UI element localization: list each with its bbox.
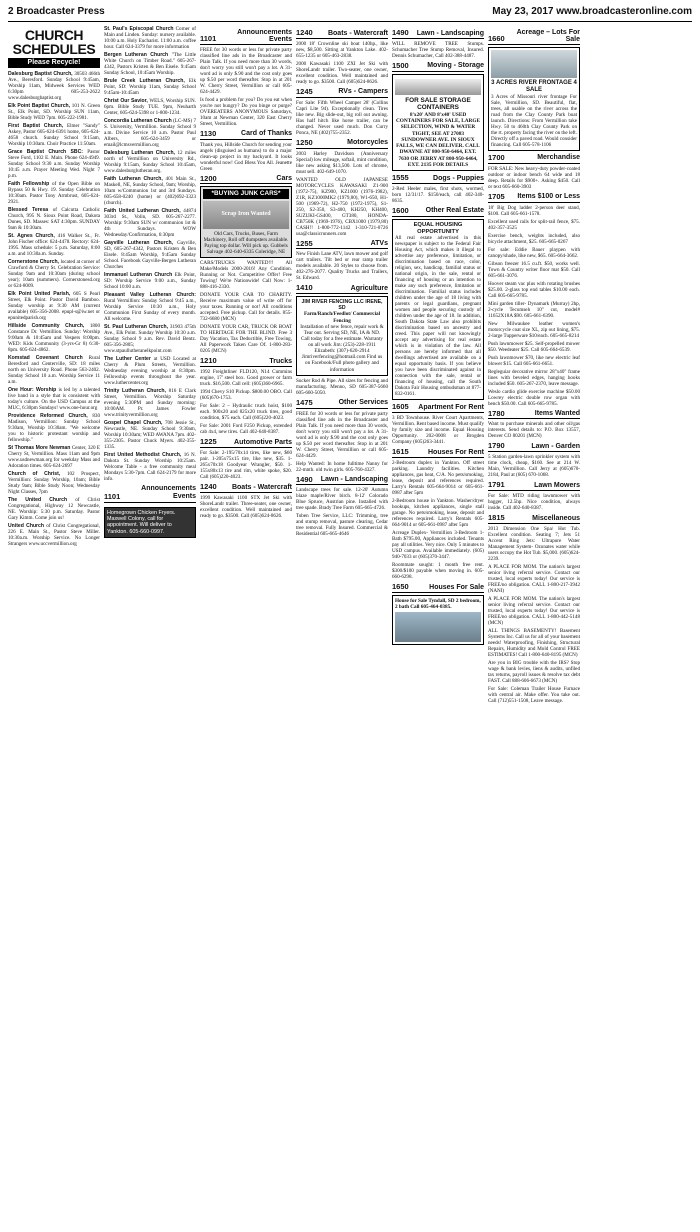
church-listing xyxy=(104,176,196,206)
church-listing xyxy=(8,207,100,231)
church-name: Faith United Lutheran Church, xyxy=(104,208,184,214)
section-header: 1605 Apartment For Rent xyxy=(392,402,484,412)
church-listing xyxy=(104,388,196,418)
church-listing xyxy=(104,118,196,148)
church-listing xyxy=(8,291,100,321)
house-for-sale-text: House for Sale Tyndall, SD 2 bedroom, 2 bath Call 605-464-0385. xyxy=(395,597,481,611)
container-image xyxy=(395,79,481,95)
church-listing xyxy=(8,103,100,121)
church-name: St. Agnes Church, xyxy=(8,233,58,240)
classified-ad: New Milwaukee leather women's motorcycle coat size XL, zip out lining, $75. 2-large Tupperware $10/each. 605-665-8214 xyxy=(488,320,580,339)
classified-ad: For Sale: MTD riding lawnmower with bagger, 12.5hp. Nice condition, always inside. Call 402-640-8387. xyxy=(488,493,580,512)
church-details: 16 N. Dakota St. Sunday Worship 10:25am. Welcome Table - a free community meal Mondays 5:30-7pm. Call 624-2179 for more info. xyxy=(104,452,196,482)
church-name: Immanuel Lutheran Church xyxy=(104,272,175,278)
church-name: Dalesburg Lutheran Church, xyxy=(104,150,178,156)
section-header: 1555 Dogs - Puppies xyxy=(392,173,484,183)
church-listing xyxy=(8,323,100,353)
church-name: First United Methodist Church, xyxy=(104,452,184,458)
classified-ad: Push lawnmower $25. Self-propelled mower $50. Weedeater $25. Call 605-664-6539. xyxy=(488,340,580,353)
church-details: Rural Beresford and Centerville, SD: 18 miles north on University Road. Phone 563-2402. Sunday School 10 a.m. Worship Service 11 a.m. xyxy=(8,355,100,386)
homegrown-chicken-ad: Homegrown Chicken Fryers. Maxwell Colony, call for appointment. Will deliver to Yankton. 605-660-0997. xyxy=(104,507,196,539)
classified-ad: ALL THINGS BASEMENTY! Basement Systems Inc. Call us for all of your basement needs! Waterproofing, Finishing, Structural Repairs, Humidity and Mold Control FREE ESTIMATES! Call 1-800-640-8195 (MCN) xyxy=(488,627,580,658)
classified-ad: DONATE YOUR CAR TO CHARITY. Receive maximum value of write off for your taxes. Running or not! All conditions accepted. Free pickup. Call for details. 855-732-6680 (MCN) xyxy=(200,292,292,323)
storage-containers-ad xyxy=(392,74,484,171)
church-listing xyxy=(104,78,196,96)
church-listing xyxy=(8,445,100,469)
church-column-1 xyxy=(8,26,100,1222)
section-header: 1660 Acreage – Lots For Sale xyxy=(488,29,580,44)
section-header: 1250 Motorcycles xyxy=(296,137,388,147)
church-listing xyxy=(8,149,100,179)
church-listing xyxy=(8,471,100,495)
church-listing xyxy=(8,523,100,547)
section-header: 1225 Automotive Parts xyxy=(200,437,292,447)
church-listing xyxy=(104,240,196,270)
classified-ad: 2-Bedroom house in Yankton. Washer/dryer hookups, kitchen appliances, single stall garage. No pets/smoking, lease, deposit and references required. Larry's Rentals 605-664-9014 or 605-661-0987 after 5pm xyxy=(392,498,484,529)
classified-ad: Acreage Duplex- Vermillion 3-Bedroom 1-Bath $795.00, Appliances included. Tenants pay all utilities. Very nice. Only 5 minutes to USD campus. Available immediately. (605) 940-7033 or (605)370-3447. xyxy=(392,530,484,561)
church-name: Dalesburg Baptist Church, xyxy=(8,71,75,78)
church-listing xyxy=(8,497,100,521)
section-header: 1101 Announcements Events xyxy=(200,29,292,44)
church-listing xyxy=(8,259,100,289)
section-header: 1650 Houses For Sale xyxy=(392,582,484,592)
church-details: WELS, Worship SUN. 6pm. Bible Study TUE. 9pm, Neuharth Center, 605-624-5398 or 1-800-1234. xyxy=(104,98,196,116)
church-name: Christ Our Savior, xyxy=(104,98,150,104)
classified-ad: 1992 Freightliner FLD120, N14 Cummins engine, 17' steel box. Good grower or farm truck. $16,500. Call cell: (605)360-6965. xyxy=(200,369,292,388)
church-details: is led by a talented live band in a style that is consistent with today's culture. On the USD Campus at the MUC, 6:30pm Sundays! www.one-hour.org xyxy=(8,387,100,412)
church-listing xyxy=(104,272,196,290)
church-schedules-title: CHURCH SCHEDULES xyxy=(12,27,96,57)
church-listing xyxy=(104,292,196,322)
church-details: Rural Vermillion: Sunday School 9:45 a.m., Worship Service 10:30 a.m., Holy Communion First Sunday of every month. All welcome. xyxy=(104,298,196,322)
church-details: 30503 466th Ave., Beresford. Sunday School 9:45am, Worship 11am, Midweek Services WED 6:30pm 605-253-2622 www.dalesburgbaptist.org xyxy=(8,71,100,102)
classified-ad: Weslo cardio glide exercise machine $50.00 Lowrey electric double row organ with bench $50.00. Call 605-665-9785. xyxy=(488,388,580,407)
columns xyxy=(8,26,692,1222)
church-name: Gayville Lutheran Church, xyxy=(104,240,178,246)
classified-ad: Are you in BIG trouble with the IRS? Stop wage & bank levies, liens & audits, unfiled tax returns, payroll issues & resolve tax debt FAST. Call 888-606-6673 (MCN) xyxy=(488,659,580,684)
junk-cars-body: Old Cars, Trucks, Buses, Farm Machinery, Roll off dumpsters available. Paying top dollar. Will pick up. Gubbels Salvage 402-640-6335 Coleridge, NE xyxy=(203,230,289,256)
classified-ad: Regleguiar decorative mirror 28"x40" frame lines with beveled edges, hanging hooks included $50. 605-267-2370, leave message. xyxy=(488,368,580,387)
church-list-1 xyxy=(8,71,100,547)
river-image xyxy=(491,50,577,78)
section-header: 1475 Other Services xyxy=(296,397,388,407)
classified-ad: WANTED OLD JAPANESE MOTORCYCLES KAWASAKI Z1-900 (1972-75), KZ900, KZ1000 (1976-1982), Z1R, KZ1000MK2 (1979,80), W1-650, H1-500 (1969-72), H2-750 (1972-1975), S1-250, S2-350, S3-400, KH250, KH400, SUZUKI-GS400, GT380, HONDA-CB750K (1969-1976), CBX1000 (1979,80) CASH!! 1-800-772-1142 1-310-721-0726 usa@classicrunners.com xyxy=(296,176,388,237)
church-name: Brule Creek Lutheran Church, xyxy=(104,78,189,84)
classified-column-4 xyxy=(296,26,388,1222)
classified-ad: For Sale: 2-195/70x14 tires, like new, $60 pair. 1-205x75x15 tire, like new, $35. 1-265x70x18 Goodyear Wrangler, $50. 1-155x80x13 tire and rim, white spoke, $20. Call (605)220-4023. xyxy=(200,450,292,481)
classified-ad: 2013 Dimension One Spa/ Hot Tub. Excellent condition. Seating 7; Jets 51 Accent Ring Jets: Ultrapure Water Management System- Ozonates water while users occupy the Hot Tub. $5,000. (605)624-2239. xyxy=(488,525,580,562)
house-for-sale-ad xyxy=(392,595,484,645)
storage-title: FOR SALE STORAGE CONTAINERS xyxy=(405,96,471,112)
classified-column-3 xyxy=(200,26,292,1222)
classified-ad: FOR SALE: New heavy-duty powder-coated outdoor or indoor bench 64 wide and 18 deep. Retails for $900+. Asking $450. Call or text 605-660-3903 xyxy=(488,165,580,190)
classified-ad: For Sale: 2001 Ford F250 Pickup, extended cab 4x4, new tires. Call 402-640-8387. xyxy=(200,423,292,436)
classified-ad: Exercise bench, weights included, also bicycle attachment, $25. 605-665-0267 xyxy=(488,232,580,245)
church-listing xyxy=(104,26,196,50)
masthead xyxy=(8,6,692,22)
classified-ad: Help Wanted: In home fulltime Nanny for 22-mnth. old twin girls. 605-760-4327. xyxy=(296,460,388,473)
section-header: 1210 Trucks xyxy=(200,356,292,366)
section-header: 1780 Items Wanted xyxy=(488,408,580,418)
church-details: 1800 Constance Dr. Vermillion. Sunday: Worship 9:00am & 10:45am and Vespers 8:00pm. WED: Kids Community (3-yrs-Gr 8) 6:30-8pm. 605-624-4862. xyxy=(8,323,100,354)
classified-ad: New Finish Lane ATV, lawn mower and golf cart trailers. Tilt bed or rear ramp trailer models available. 20 Styles to choose from. 402-276-2077. Quality Trucks and Trailers, St. Edward. xyxy=(296,251,388,282)
classified-ad: Gibson freezer 16.5 cu.ft. $50, works well. Town & Country writer floor mat $50. Call 605-661-3076. xyxy=(488,260,580,279)
classified-ad: FREE for 30 words or less for private party classified line ads in the Broadcaster and Plain Talk. If you need more than 30 words, don't worry you still won't pay a lot. A 31-word ad is only $.90 and the cost only goes up $.50 per word thereafter. Stop in at 201 W. Cherry Street, Vermillion or call 605-624-4429. xyxy=(296,410,388,459)
classified-ad: Hoover steam vac plus with rotating brushes $25.00. 2-glass top end tables $10.00 each. Call 605-665-9785. xyxy=(488,280,580,299)
church-name: First Baptist Church, xyxy=(8,123,67,130)
section-header: 1240 Boats - Watercraft xyxy=(200,482,292,492)
classified-ad: WILL REMOVE TREE Stumps. Schumacher Tree Stump Removal, Insured. Dennis Schumacher, Call 402-388-4487. xyxy=(392,40,484,59)
church-name: St. Paul's Episcopal Church xyxy=(104,26,176,32)
church-listing xyxy=(104,420,196,450)
church-details: of Calcutta Catholic Church, 995 N. Sioux Point Road, Dakota Dunes, SD. Masses: SAT 4:30pm. SUNDAY 9am & 10:30am. xyxy=(8,207,100,232)
church-name: Church of Christ, xyxy=(8,471,67,478)
section-header: 1700 Merchandise xyxy=(488,152,580,162)
church-details: of Christ Congregational, 226 E. Main St., Pastor Steve Miller. 10:30a.m. Worship Service. No Longer Strangers www.uccvermillion.org xyxy=(8,523,100,548)
church-details: at USD Located at Cherry & Plum Streets, Vermillion. Wednesday evening worship at 8:30pm. Fellowship events throughout the year. www.luthercenter.org xyxy=(104,356,196,386)
church-details: of Christ Congregational, Highway 12 Newcastle, NE. Worship: 5:30 p.m. Saturday. Pastor Gary Kimm. Come join us! xyxy=(8,497,100,522)
church-listing xyxy=(8,181,100,205)
masthead-left: 2 Broadcaster Press xyxy=(8,6,105,17)
church-list-2 xyxy=(104,26,196,482)
church-name: Faith Fellowship xyxy=(8,181,52,188)
church-details: Elk Point, SD: Worship 11am, Sunday School 9:45am-10:45am xyxy=(104,78,196,96)
church-details: 830 Madison, Vermillion: Sunday School 9:30am, Worship 10:30am. "We welcome you to historic protestant worship and fellowship." xyxy=(8,413,100,444)
classified-ad: For sale: Eddie Bauer playpen with canopy/shade, like new, $65. 605-664-3662. xyxy=(488,246,580,259)
church-details: 605 S Pearl Street, Elk Point. Pastor David Bamboo. Sunday worship at 9:30 AM (current available) 605-356-2008. epupl-s@iw.net or epunitedparish.org xyxy=(8,291,100,322)
section-header: 1240 Boats - Watercraft xyxy=(296,28,388,37)
church-listing xyxy=(104,324,196,354)
section-header: 1101 Announcements Events xyxy=(104,485,196,501)
church-listing xyxy=(104,150,196,174)
section-header: 1500 Moving - Storage xyxy=(392,60,484,70)
church-name: Blessed Teresa xyxy=(8,207,53,214)
church-name: Grace Baptist Church SBC: xyxy=(8,149,88,156)
section-header: 1200 Cars xyxy=(200,173,292,183)
classified-ad: 2000 Kawasaki 1100 ZXI Jet Ski with ShoreLandr trailer. Two-seater, one owner, excellent condition. Well maintained and ready to go. $3500. Call (605)624-8626. xyxy=(296,60,388,85)
church-details: "The Little White Church on Timber Road." 605-267-4342, Pastors Kristen & Ben Eisele. 9:45am Sunday School, 10:45am Worship. xyxy=(104,52,196,76)
jim-sub: Farm/Ranch/Feedlot/ Commercial Fencing xyxy=(303,311,381,324)
church-listing xyxy=(8,355,100,385)
classified-ad: 2000 18' Crownline ski boat 140hp., like new, $8,500. Sitting at Yankton Lake. 402-655-1235 or 605-463-2838. xyxy=(296,40,388,59)
church-details: (LC-MS) 7 S. University, Vermillion. Sunday School 9 a.m. Divine Service 10 a.m. Pastor Paul Albers, 605-624-3459 or email@lcmsvermillion.org xyxy=(104,118,196,148)
classified-ad: Roommate sought: 1 month free rent. $300/$100 payable when moving in. 605-660-6298. xyxy=(392,562,484,581)
section-header: 1791 Lawn Mowers xyxy=(488,480,580,490)
masthead-right: May 23, 2017 www.broadcasteronline.com xyxy=(492,6,692,17)
church-listing xyxy=(104,52,196,76)
jim-body: Installation of new fence, repair work & Tear out. Serving SD, NE, IA & ND. Call today for a free estimate. Warranty on all work Jim: (253)-228-1911 Elizabeth: (307)-620-2914 Jimriverfencing@hotmail.com Find us on Facebook/Full photo gallery and information xyxy=(300,323,384,373)
classified-ad: 2-Red Heeler males, first shots, wormed, born 12/31/17. $150/each, call 402-340-8635. xyxy=(392,185,484,204)
church-details: 102 Prospect, Vermillion: Sunday Worship, 10am; Bible Study 9am; Bible Study Noon; Wednesday Night Classes, 7pm xyxy=(8,471,100,496)
church-name: Concordia Lutheran Church xyxy=(104,118,174,124)
house-image xyxy=(395,612,481,642)
church-details: Elmer "Sandy" Askey, Pastor 605-624-6391 home, 605-624-4658 church. Sunday School 9:15am, Worship 10:30am. Choir Practice 11:50am. xyxy=(8,123,100,148)
jim-river-fencing-ad xyxy=(296,296,388,376)
river-frontage-body: 3 Acres of Missouri river frontage For Sale, Vermillion, SD. Beautiful, flat, trees, all usable on the river across the road from the Clay County Park boat launch. Directions: From Vermillion take Hwy. 50 to 460th Clay County Park on the rt. property facing the river on the left. Directly off a paved road. Would consider financing. Call 605-578-1106 xyxy=(491,93,577,148)
church-details: 816 E Clark Street, Vermillion. Worship Saturday evening 5:30PM and Sunday morning: 10:00AM. Pr. James Fowler www.trinityvermillion.org xyxy=(104,388,196,418)
church-details: 401 Main St., Maskell, NE, Sunday School, 9am; Worship, 10am w/Communion 1st and 3rd Sundays. 605-658-0240 (home) or (402)692-3323 (church). xyxy=(104,176,196,206)
church-column-2 xyxy=(104,26,196,1222)
church-details: 44874 303rd St., Volin, SD. 605-267-2277. Worship: 9:30am SUN w/ communion 1st & 4th Sundays. WOW Wednesday/Confirmation, 6:30pm xyxy=(104,208,196,238)
church-name: Cornerstone Church, xyxy=(8,259,61,266)
church-listing xyxy=(8,71,100,101)
section-header: 1490 Lawn - Landscaping xyxy=(392,28,484,37)
church-name: United Church xyxy=(8,523,47,530)
junk-cars-ad xyxy=(200,186,292,258)
classified-ad: Sucker Rod & Pipe. All sizes for fencing and manufacturing. Menno, SD 605-387-5660 605-660-5050. xyxy=(296,377,388,396)
church-name: Bergen Lutheran Church xyxy=(104,52,172,58)
church-details: Elk Point, SD: Worship Service 9:00 a.m., Sunday School 10:00 a.m. xyxy=(104,272,196,290)
storage-body: 8'x20' AND 8'x40' USED CONTAINERS FOR SALE, LARGE SELECTION, WIND & WATER TIGHT, SEE AT 27083 SUNDOWNER AVE. IN SIOUX FALLS, WE CAN DELIVER. CALL DWAYNE AT 800-950-6464, EXT. 7630 OR JERRY AT 800-950-6464, EXT. 2135 FOR DETAILS xyxy=(395,111,481,168)
river-frontage-ad xyxy=(488,47,580,151)
equal-housing-body: All real estate advertised in this newspaper is subject to the Federal Fair Housing Act, which makes it illegal to advertise any preference, limitation, or discrimination based on race, color, religion, sex, handicap, familial status or national origin, in the sale, rental or financing of housing or an intention to make any such preference, limitation or discrimination. Familial status includes children under the age of 18 living with parents or legal guardians, pregnant women and people securing custody of children under the age of 18. In addition, South Dakota State Law also prohibits discrimination based on ancestry and creed. This paper will not knowingly accept any advertising for real estate which is in violation of the law. All persons are hereby informed that all dwellings advertised are available on a equal opportunity basis. If you believe you have been discriminated against in connection with the sale, rental or financing of housing, call the South Dakota Fair Housing ombudsman at 877-832-0161. xyxy=(395,235,481,398)
classified-ad: A PLACE FOR MOM. The nation's largest senior living referral service. Contact our trusted, local experts today! Our service is FREE/no obligation. CALL 1-800-217-3942 (NANI) xyxy=(488,563,580,594)
church-name: Hillside Community Church, xyxy=(8,323,90,330)
classified-ad: 3 BD Townhouse. River Court Apartments, Vermillion. Rent based income. Must qualify by family size and income. Equal Housing Opportunity. 202-0008 or Brogden Company (605)263-3441. xyxy=(392,415,484,446)
church-name: Pleasant Valley Lutheran Church: xyxy=(104,292,196,298)
church-name: St. Paul Lutheran Church, xyxy=(104,324,170,330)
equal-housing-notice xyxy=(392,219,484,401)
classified-ad: Is food a problem for you? Do you eat when you're not hungry? Do you binge or purge? OVEREATERS ANONYMOUS Saturdays, 10am at Newman Center, 320 East Cherry Street, Vermillion. xyxy=(200,96,292,127)
church-listing xyxy=(8,387,100,411)
church-details: 31903 475th Ave., Elk Point. Sunday Worship 10:30 a.m. Sunday School 9 a.m. Rev. David Bentz. 605-356-2805; www.stpaullutheranelkpoint.com xyxy=(104,324,196,354)
classified-ad: CARS/TRUCKS WANTED!!! All Make/Models 2000-2016! Any Condition. Running or Not. Competitive Offer! Free Towing! We're Nationwide! Call Now: 1-888-416-2330. xyxy=(200,260,292,291)
church-details: 12 miles north of Vermillion on University Rd., Worship 9:15am, Sunday School 10:45am, www.dalesburglutheran.org. xyxy=(104,150,196,174)
section-header: 1255 ATVs xyxy=(296,238,388,248)
section-header: 1245 RVs - Campers xyxy=(296,86,388,96)
church-details: Gayville, SD, 605-267-4342, Pastors Kristen & Ben Eisele. 8:45am Worship, 9:45am Sunday School. Facebook Gayville-Bergen Lutheran Churches xyxy=(104,240,196,270)
church-name: St Thomas More Newman xyxy=(8,445,72,452)
classified-ad: For Sale: Fifth Wheel Camper 28' (Collins Capri Lite 94). Exceptionally clean. Tires like new. Big slide-out, big roll out awning. Has half hitch like horse trailer, can be changed. Never used much. Don Curry Ponca, NE (402)755-2352. xyxy=(296,99,388,136)
classified-ad: Want to purchase minerals and other oil/gas interests. Send details to: P.O. Box 13557, Denver CO 80201 (MCN) xyxy=(488,421,580,440)
classified-ad: 2003 Harley Davidson (Anniversary Special) low mileage, softail, mint condition, like new asking $13,500. Lots of chrome, must sell. 402-649-1070. xyxy=(296,150,388,175)
church-details: Corner of Main and Linden. Sunday: nursery available. 10:00 a.m. Holy Eucharist. 11:00 a.m. coffee hour. Call 624-3379 for more information xyxy=(104,26,196,50)
church-listing xyxy=(104,98,196,116)
scrap-iron-image: Scrap Iron Wanted xyxy=(203,201,289,229)
church-name: Trinity Lutheran Church, xyxy=(104,388,169,394)
church-listing xyxy=(8,413,100,443)
church-details: Pastor Steve Ford, 1102 E. Main. Phone 624-4949. Sunday School 9:30 a.m. Sunday Worship 10:45 a.m. Prayer Meeting Wed. Night 7 p.m. xyxy=(8,149,100,180)
church-name: Gospel Chapel Church, xyxy=(104,420,165,426)
church-listing xyxy=(8,123,100,147)
church-name: Elk Point United Parish, xyxy=(8,291,74,298)
equal-housing-title: EQUAL HOUSING OPPORTUNITY xyxy=(413,221,463,235)
classified-ad: 18' Big Dog ladder 2-person deer stand, $100. Call 605-661-1578. xyxy=(488,204,580,217)
church-name: Providence Reformed Church, xyxy=(8,413,93,420)
church-details: Center, 320 E Cherry St, Vermillion. Mass 11am and 9pm www.usdnewman.org for weekday Mass and Adoration times. 605-624-2697 xyxy=(8,445,100,470)
classified-ad: 2-Bedroom duplex in Yankton. Off street parking. Laundry facilities. Kitchen appliances, gas heat, C/A. No pets/smoking, lease, deposit and references required. Larry's Rentals 605-664-9014 or 605-661-0987 after 5pm xyxy=(392,460,484,497)
classified-ad: 5 Station garden-lawn sprinkler system with time clock, cheap, $160. See at 214 W. Main, Vermillion. Call Jerry at (605)670-2184, Paul at (605) 670-1068. xyxy=(488,454,580,479)
junk-cars-title: *BUYING JUNK CARS* xyxy=(203,189,289,199)
church-details: 101 N. Green St., Elk Point, SD. Worship SUN 11am, Bible Study WED 7pm. 605-222-1981. xyxy=(8,103,100,122)
jim-title: JIM RIVER FENCING LLC IRENE, SD xyxy=(301,299,383,312)
church-listing xyxy=(104,208,196,238)
section-header: 1130 Card of Thanks xyxy=(200,128,292,138)
church-name: The Luther Center xyxy=(104,356,154,362)
church-listing xyxy=(8,233,100,257)
church-details: 708 Jessie St., Newcastle, NE. Sunday School 9:30am, Worship 10:30am; WED AWANA 7pm. 402-355-2305. Pastor Chuck Myers. 402-355-1335. xyxy=(104,420,196,450)
classified-column-5 xyxy=(392,26,484,1222)
classified-ad: DONATE YOUR CAR, TRUCK OR BOAT TO HERITAGE FOR THE BLIND. Free 3 Day Vacation, Tax Deductible, Free Towing, All Paperwork Taken Care Of. 1-800-283-0205 (MCN) xyxy=(200,324,292,355)
section-header: 1815 Miscellaneous xyxy=(488,513,580,523)
section-header: 1410 Agriculture xyxy=(296,283,388,293)
classified-column-6 xyxy=(488,26,580,1222)
river-frontage-title: 3 ACRES RIVER FRONTAGE 4 SALE xyxy=(491,79,577,93)
church-name: The United Church xyxy=(8,497,76,504)
section-header: 1705 Items $100 or Less xyxy=(488,191,580,201)
section-header: 1600 Other Real Estate xyxy=(392,205,484,215)
classified-ad: Mini garden tiller- Dynamark (Murray) 2hp, 2-cycle Tecumseh 10" cut, model# 11652X18A $90. 605-661-6390. xyxy=(488,300,580,319)
section-header: 1490 Lawn - Landscaping xyxy=(296,474,388,484)
church-name: Faith Lutheran Church, xyxy=(104,176,166,182)
church-listing xyxy=(104,356,196,386)
section-header: 1615 Houses For Rent xyxy=(392,447,484,457)
church-details: located at corner of Crawford & Cherry St. Celebration Service: Sunday 9am and 10:30am (during school year); 10am (summers). Cornerstonesd.org or 624-8009. xyxy=(8,259,100,290)
classified-ad: 1999 Kawasaki 1100 STX Jet Ski with ShoreLandr trailer. Three-seater, one owner, excellent condition. Well maintained and ready to go. $3500. Call (605)624-8626. xyxy=(200,494,292,519)
church-name: Komstad Covenant Church xyxy=(8,355,89,362)
recycle-badge: Please Recycle! xyxy=(8,58,100,68)
classified-ad: For Sale: Coleman Trailer House Furnace with central air. Make offer. You take out. Call (712)551-1508, Leave message. xyxy=(488,685,580,704)
section-header: 1790 Lawn - Garden xyxy=(488,441,580,451)
church-listing xyxy=(104,452,196,482)
church-name: One Hour: Worship xyxy=(8,387,59,394)
church-name: Elk Point Baptist Church, xyxy=(8,103,72,110)
classified-ad: FREE for 30 words or less for private party classified line ads in the Broadcaster and Plain Talk. If you need more than 30 words, don't worry you still won't pay a lot. A 31-word ad is only $.90 and the cost only goes up $.50 per word thereafter. Stop in at 201 W. Cherry Street, Vermillion or call 605-624-4429. xyxy=(200,46,292,95)
classified-ad: Toben Tree Service, LLC: Trimming, tree and stump removal, pasture clearing, Cedar tree removal. Fully Insured. Commercial & Residential 605-665-4646 xyxy=(296,513,388,538)
classified-ad: Excellent used rails for split-rail fence, $75. 402-357-3525 xyxy=(488,218,580,231)
classified-ad: Thank you, Hillside Church for sending your angels (disguised as humans) to do a major clean-up project in my backyard. It looks wonderful now! God Bless You All. Jeanette Green xyxy=(200,141,292,172)
church-details: of the Open Bible on Bypass 50 & Hwy. 19. Sunday Celebration 10:30am. Pastor Tony Armbrust, 605-624-2921. xyxy=(8,181,100,206)
classified-ad: A PLACE FOR MOM. The nation's largest senior living referral service. Contact our trusted, local experts today! Our service is FREE/no obligation. CALL 1-800-442-5148 (MCN) xyxy=(488,595,580,626)
classified-ad: Push lawnmower $70, like new electric leaf blower $15. Call 605-661-6651. xyxy=(488,354,580,367)
church-details: 416 Walker St., Fr. John Fischer office: 624-4478. Rectory: 624-1995. Mass schedule: 5 p.m. Saturday, 8:00 a.m. and 10:30a.m. Sunday. xyxy=(8,233,100,258)
classified-ad: Landscape trees for sale. 12-20' Autumn blaze maple/River birch. 8-12' Colorado Blue Spruce, Austrian pine. Installed with tree spade. Brady Tree Farm 605-665-4726. xyxy=(296,487,388,512)
classified-ad: For Sale: 2 – Hydraulic truck hoist, $100 each. 900x20 and 825x20 truck tires, good condition, $75 each. Call (605)220-4023. xyxy=(200,403,292,422)
classified-ad: 1994 Chevy S10 Pickup. $800.00 OBO. Call (605)670-1753. xyxy=(200,389,292,402)
